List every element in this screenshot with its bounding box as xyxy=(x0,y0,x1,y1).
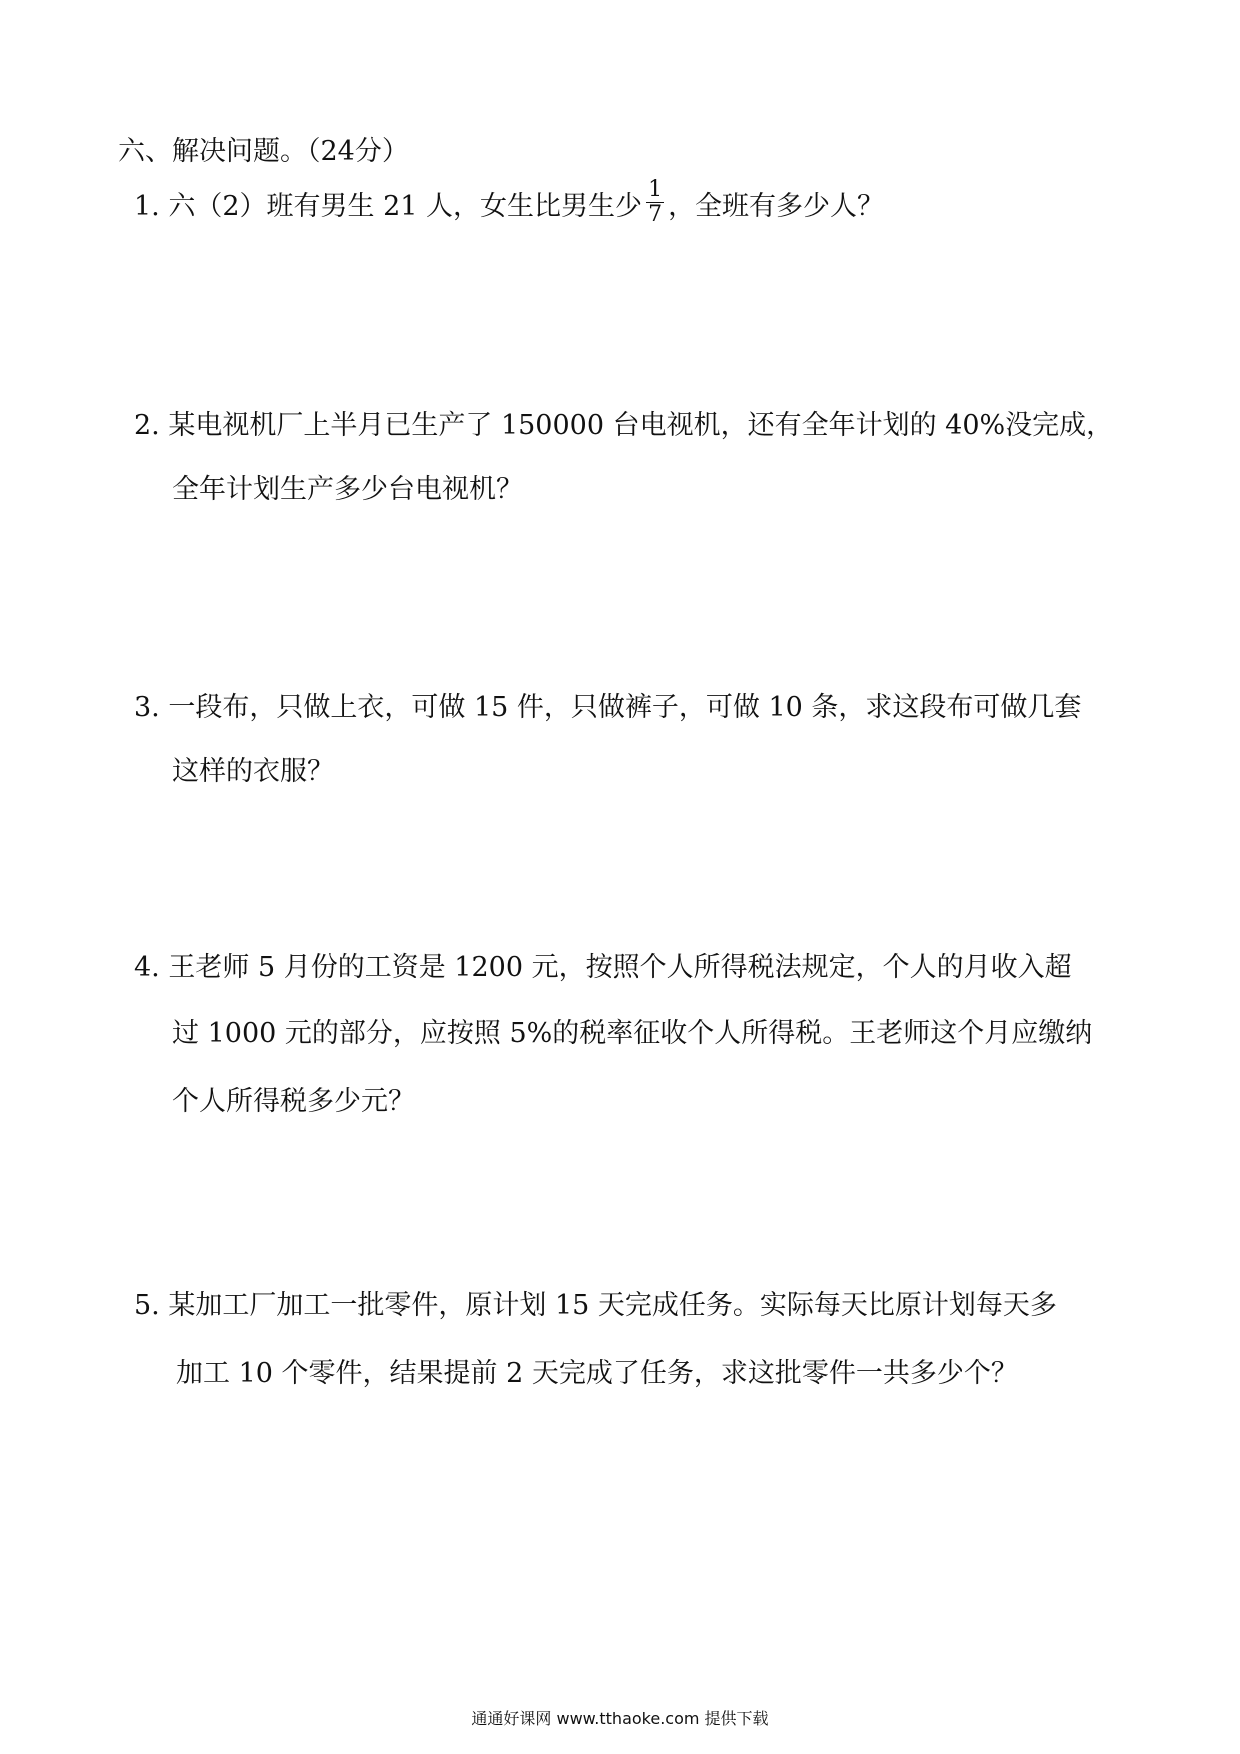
question-text: 某电视机厂上半月已生产了 150000 台电视机，还有全年计划的 40%没完成， xyxy=(168,410,1114,441)
question-number: 1. xyxy=(134,191,160,222)
question-1 xyxy=(134,177,885,227)
question-4-line-2: 过 1000 元的部分，应按照 5%的税率征收个人所得税。王老师这个月应缴纳 xyxy=(172,1018,1093,1049)
question-number: 3. xyxy=(134,692,160,723)
section-title: 六、解决问题。（24分） xyxy=(118,136,409,167)
question-text: 一段布，只做上衣，可做 15 件，只做裤子，可做 10 条，求这段布可做几套 xyxy=(168,692,1082,723)
footer-credit: 通通好课网 www.tthaoke.com 提供下载 xyxy=(471,1709,769,1728)
fraction-denominator: 7 xyxy=(648,202,663,227)
question-text: 王老师 5 月份的工资是 1200 元，按照个人所得税法规定，个人的月收入超 xyxy=(168,952,1072,983)
question-2-line-2: 全年计划生产多少台电视机？ xyxy=(172,474,523,505)
question-text: ，全班有多少人？ xyxy=(668,191,885,222)
question-2 xyxy=(134,408,1113,444)
fraction xyxy=(646,178,664,227)
question-4 xyxy=(134,950,1072,986)
question-number: 2. xyxy=(134,410,160,441)
question-number: 5. xyxy=(134,1290,160,1321)
fraction-numerator: 1 xyxy=(648,177,663,202)
question-5-line-2: 加工 10 个零件，结果提前 2 天完成了任务，求这批零件一共多少个？ xyxy=(176,1358,1018,1389)
question-3-line-2: 这样的衣服？ xyxy=(172,756,334,787)
question-text: 六（2）班有男生 21 人，女生比男生少 xyxy=(168,191,643,222)
question-text: 某加工厂加工一批零件，原计划 15 天完成任务。实际每天比原计划每天多 xyxy=(168,1290,1057,1321)
question-5 xyxy=(134,1288,1057,1324)
question-3 xyxy=(134,690,1081,726)
question-number: 4. xyxy=(134,952,160,983)
question-4-line-3: 个人所得税多少元？ xyxy=(172,1086,415,1117)
